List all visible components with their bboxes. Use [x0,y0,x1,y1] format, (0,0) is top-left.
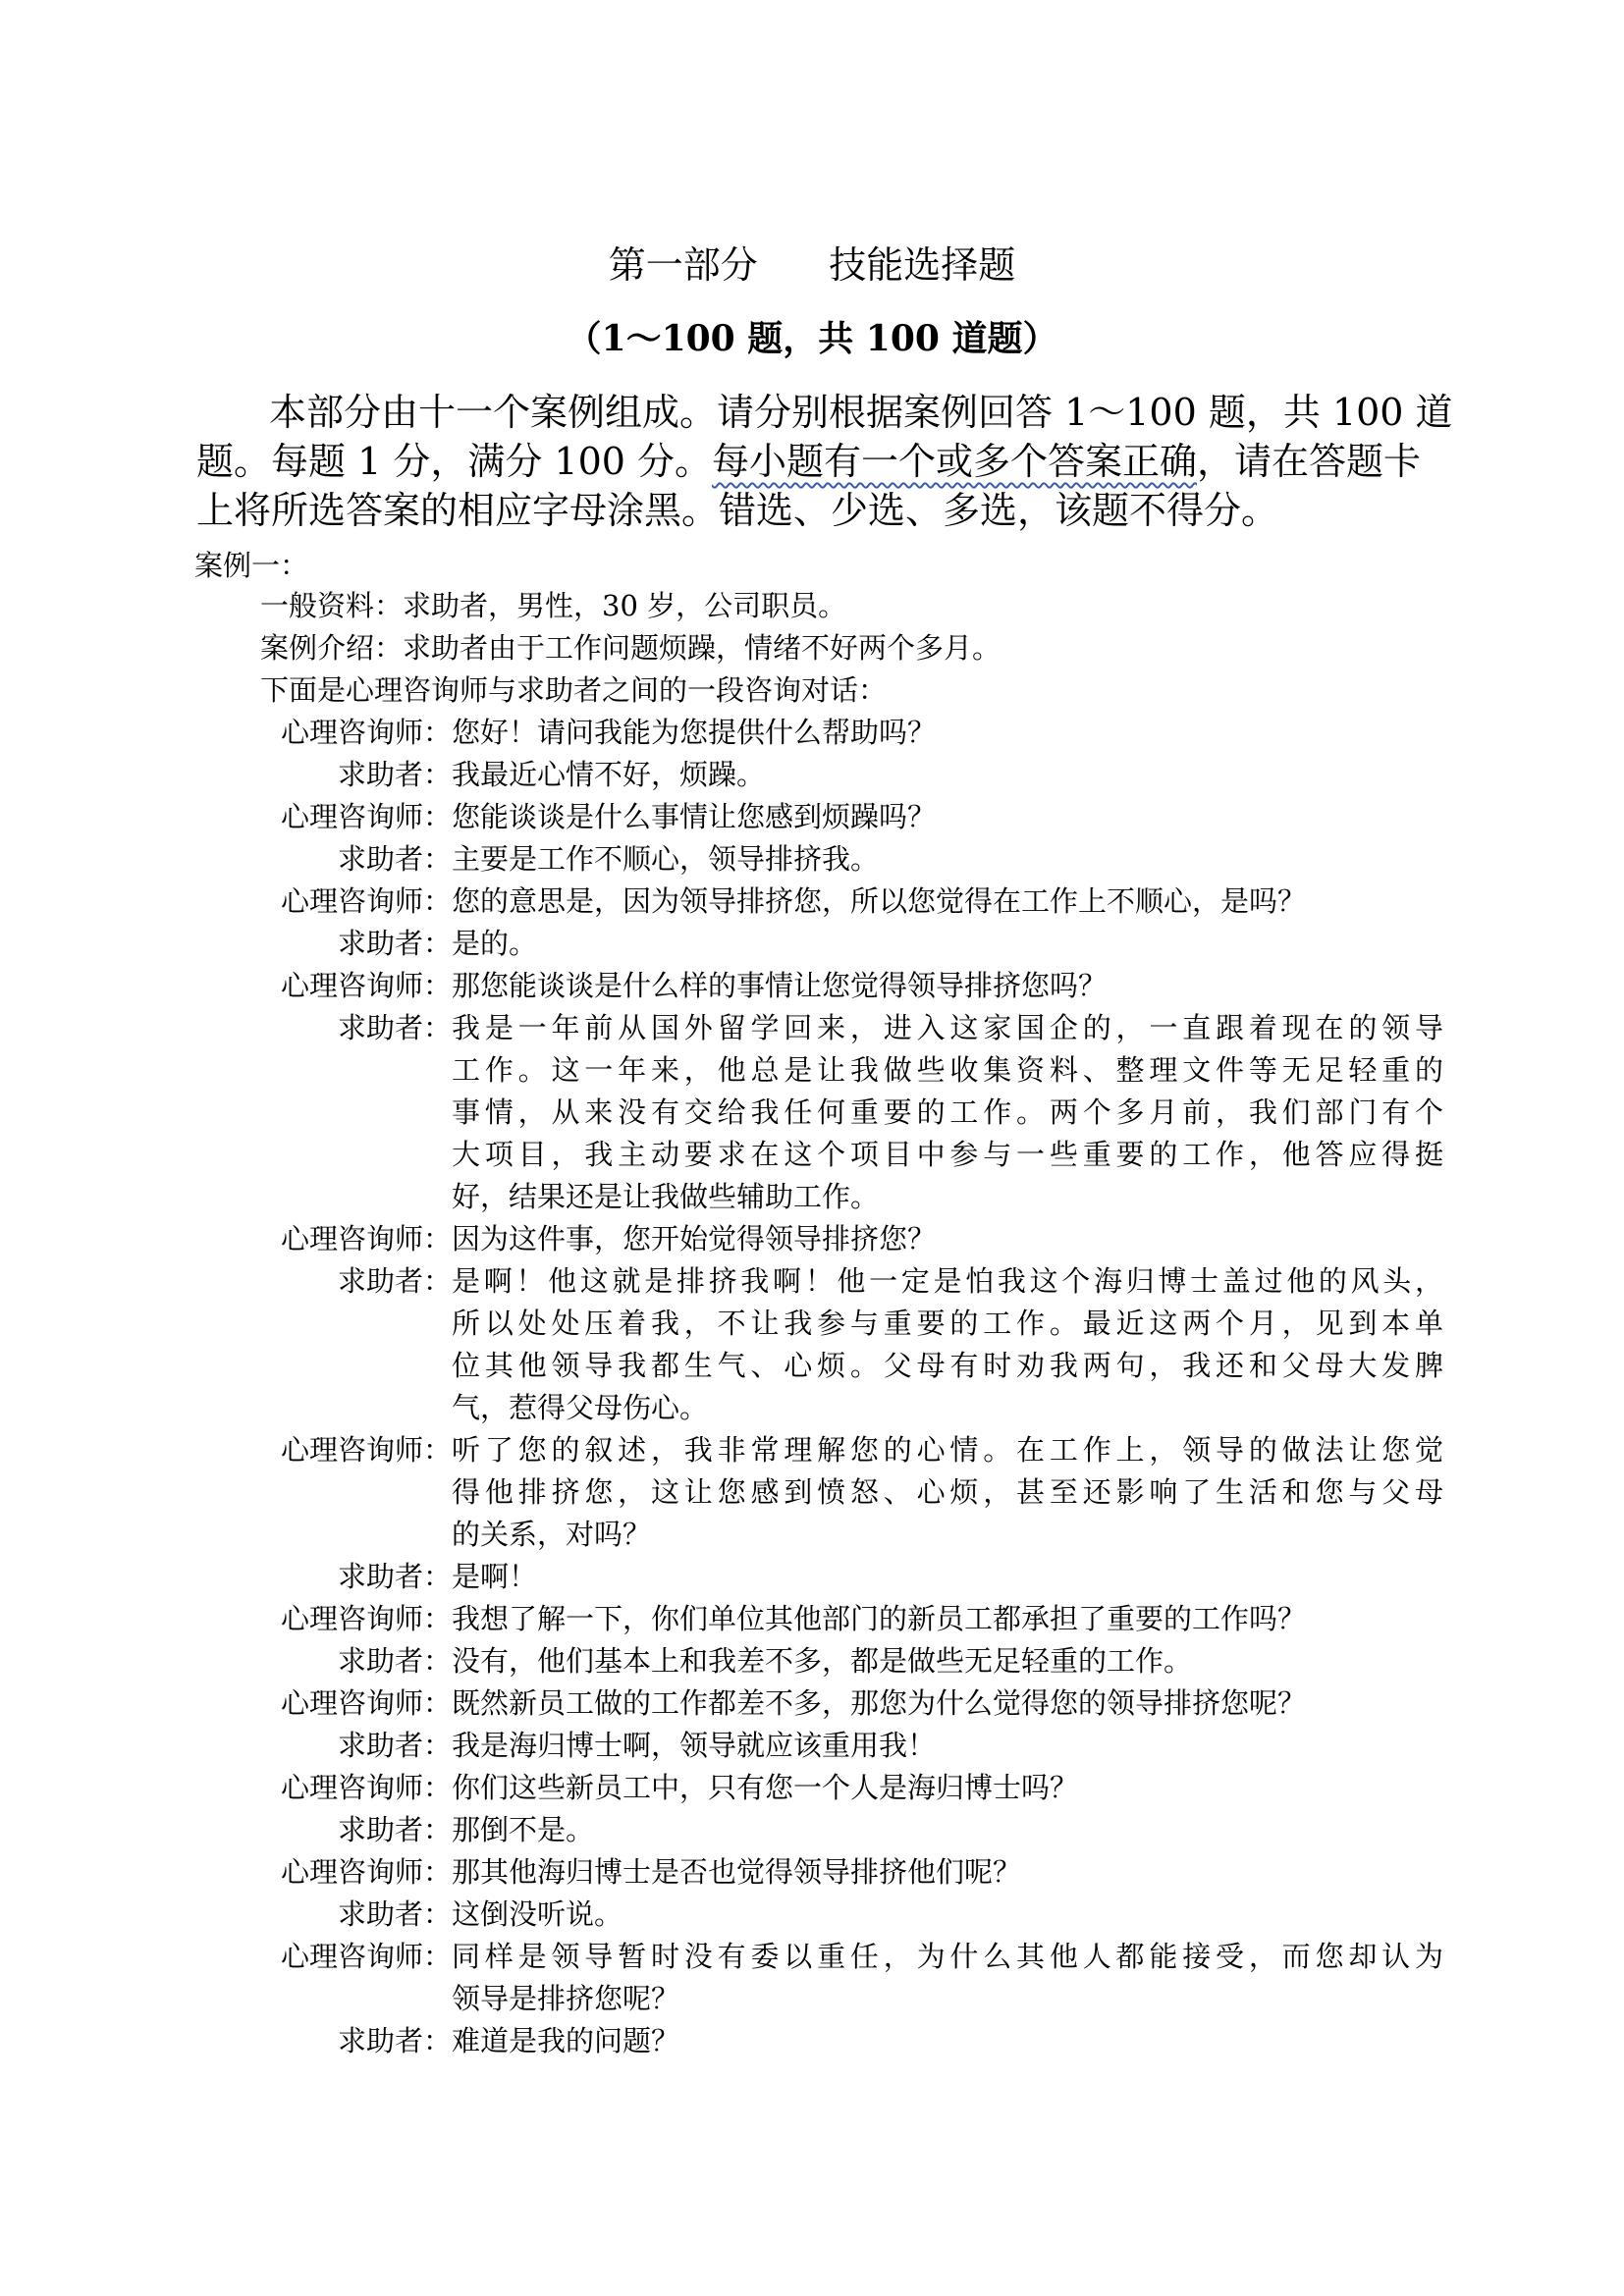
speaker-client: 求助者： [337,1813,452,1846]
utterance-line: 工作。这一年来，他总是让我做些收集资料、整理文件等无足轻重的 [452,1053,1443,1087]
utterance [452,754,1443,796]
utterance-line: 是啊！ [452,1560,538,1593]
utterance [452,1851,1443,1894]
instructions-line-3: 上将所选答案的相应字母涂黑。错选、少选、多选，该题不得分。 [196,489,1279,532]
dialogue-turn [0,1725,1624,1767]
utterance [452,1260,1443,1429]
speaker-client: 求助者： [337,1729,452,1762]
utterance-line: 您的意思是，因为领导排挤您，所以您觉得在工作上不顺心，是吗？ [452,884,1307,918]
speaker-counselor: 心理咨询师： [280,716,452,749]
utterance-line: 领导是排挤您呢？ [452,1982,680,2015]
utterance-line: 您好！请问我能为您提供什么帮助吗？ [452,716,937,749]
utterance [452,796,1443,838]
dialogue-turn [0,1682,1624,1725]
case-label: 案例一： [194,549,309,582]
dialogue-turn [0,796,1624,838]
utterance-line: 主要是工作不顺心，领导排挤我。 [452,842,880,876]
dialogue-lead: 下面是心理咨询师与求助者之间的一段咨询对话： [260,673,888,707]
dialogue-turn [0,838,1624,881]
speaker-client: 求助者： [337,758,452,791]
utterance [452,1809,1443,1851]
speaker-counselor: 心理咨询师： [280,969,452,1002]
utterance-line: 因为这件事，您开始觉得领导排挤您？ [452,1222,937,1255]
dialogue-turn [0,1007,1624,1218]
utterance-line: 大项目，我主动要求在这个项目中参与一些重要的工作，他答应得挺 [452,1138,1443,1171]
dialogue-turn [0,754,1624,796]
dialogue [0,712,1624,2062]
utterance [452,838,1443,881]
speaker-counselor: 心理咨询师： [280,1222,452,1255]
speaker-client: 求助者： [337,1560,452,1593]
utterance-line: 您能谈谈是什么事情让您感到烦躁吗？ [452,800,937,833]
speaker-counselor: 心理咨询师： [280,800,452,833]
utterance-line: 是的。 [452,927,538,960]
speaker-counselor: 心理咨询师： [280,884,452,918]
utterance-line: 我是一年前从国外留学回来，进入这家国企的，一直跟着现在的领导 [452,1011,1443,1044]
dialogue-turn [0,1767,1624,1809]
speaker-client: 求助者： [337,1644,452,1678]
utterance-line: 我想了解一下，你们单位其他部门的新员工都承担了重要的工作吗？ [452,1602,1307,1635]
speaker-counselor: 心理咨询师： [280,1433,452,1467]
dialogue-turn [0,881,1624,923]
case-general-info: 一般资料：求助者，男性，30 岁，公司职员。 [260,589,847,622]
case-introduction: 案例介绍：求助者由于工作问题烦躁，情绪不好两个多月。 [260,631,1001,665]
utterance [452,1429,1443,1556]
dialogue-turn [0,923,1624,965]
grammar-underlined-phrase: 每小题有一个或多个答案正确 [712,440,1198,483]
utterance [452,1598,1443,1640]
utterance-line: 得他排挤您，这让您感到愤怒、心烦，甚至还影响了生活和您与父母 [452,1475,1443,1509]
utterance-line: 那倒不是。 [452,1813,595,1846]
utterance-line: 既然新员工做的工作都差不多，那您为什么觉得您的领导排挤您呢？ [452,1686,1307,1720]
dialogue-turn [0,2020,1624,2062]
question-range: （1～100 题，共 100 道题） [566,318,1058,359]
dialogue-turn [0,1936,1624,2020]
dialogue-turn [0,1851,1624,1894]
utterance-line: 难道是我的问题？ [452,2024,680,2057]
utterance-line: 那其他海归博士是否也觉得领导排挤他们呢？ [452,1855,1022,1889]
speaker-counselor: 心理咨询师： [280,1686,452,1720]
utterance [452,965,1443,1007]
utterance-line: 你们这些新员工中，只有您一个人是海归博士吗？ [452,1771,1079,1804]
utterance-line: 气，惹得父母伤心。 [452,1391,709,1424]
utterance-line: 没有，他们基本上和我差不多，都是做些无足轻重的工作。 [452,1644,1193,1678]
utterance-line: 听了您的叙述，我非常理解您的心情。在工作上，领导的做法让您觉 [452,1433,1443,1467]
utterance-line: 这倒没听说。 [452,1897,623,1931]
instructions-line-1: 本部分由十一个案例组成。请分别根据案例回答 1～100 题，共 100 道 [269,391,1453,434]
utterance-line: 所以处处压着我，不让我参与重要的工作。最近这两个月，见到本单 [452,1307,1443,1340]
dialogue-turn [0,1429,1624,1556]
speaker-client: 求助者： [337,842,452,876]
utterance-line: 位其他领导我都生气、心烦。父母有时劝我两句，我还和父母大发脾 [452,1349,1443,1382]
utterance [452,1682,1443,1725]
utterance [452,2020,1443,2062]
utterance-line: 事情，从来没有交给我任何重要的工作。两个多月前，我们部门有个 [452,1095,1443,1129]
utterance-line: 是啊！他这就是排挤我啊！他一定是怕我这个海归博士盖过他的风头， [452,1264,1443,1298]
dialogue-turn [0,1598,1624,1640]
utterance-line: 的关系，对吗？ [452,1518,652,1551]
instructions-line-2-c: ，请在答题卡 [1197,440,1422,483]
dialogue-turn [0,1218,1624,1260]
utterance [452,1556,1443,1598]
utterance [452,1936,1443,2020]
dialogue-turn [0,965,1624,1007]
utterance-line: 我最近心情不好，烦躁。 [452,758,766,791]
speaker-client: 求助者： [337,1897,452,1931]
dialogue-turn [0,1809,1624,1851]
speaker-counselor: 心理咨询师： [280,1602,452,1635]
dialogue-turn [0,1260,1624,1429]
instructions-line-2-a: 题。每题 1 分，满分 100 分。 [196,440,713,483]
dialogue-turn [0,712,1624,754]
section-instructions [196,388,1453,535]
dialogue-turn [0,1640,1624,1682]
utterance [452,1725,1443,1767]
utterance [452,881,1443,923]
case-body [0,585,1624,2062]
utterance [452,1007,1443,1218]
utterance [452,923,1443,965]
speaker-client: 求助者： [337,2024,452,2057]
utterance [452,1894,1443,1936]
speaker-client: 求助者： [337,927,452,960]
speaker-client: 求助者： [337,1264,452,1298]
dialogue-turn [0,1894,1624,1936]
utterance [452,1640,1443,1682]
utterance [452,1767,1443,1809]
utterance [452,1218,1443,1260]
speaker-client: 求助者： [337,1011,452,1044]
utterance-line: 那您能谈谈是什么样的事情让您觉得领导排挤您吗？ [452,969,1108,1002]
speaker-counselor: 心理咨询师： [280,1855,452,1889]
utterance-line: 我是海归博士啊，领导就应该重用我！ [452,1729,937,1762]
instructions-line-2 [196,437,1443,486]
utterance-line: 好，结果还是让我做些辅助工作。 [452,1180,880,1213]
dialogue-turn [0,1556,1624,1598]
speaker-counselor: 心理咨询师： [280,1940,452,1973]
part-title: 第一部分 技能选择题 [608,243,1016,287]
utterance-line: 同样是领导暂时没有委以重任，为什么其他人都能接受，而您却认为 [452,1940,1443,1973]
utterance [452,712,1443,754]
speaker-counselor: 心理咨询师： [280,1771,452,1804]
